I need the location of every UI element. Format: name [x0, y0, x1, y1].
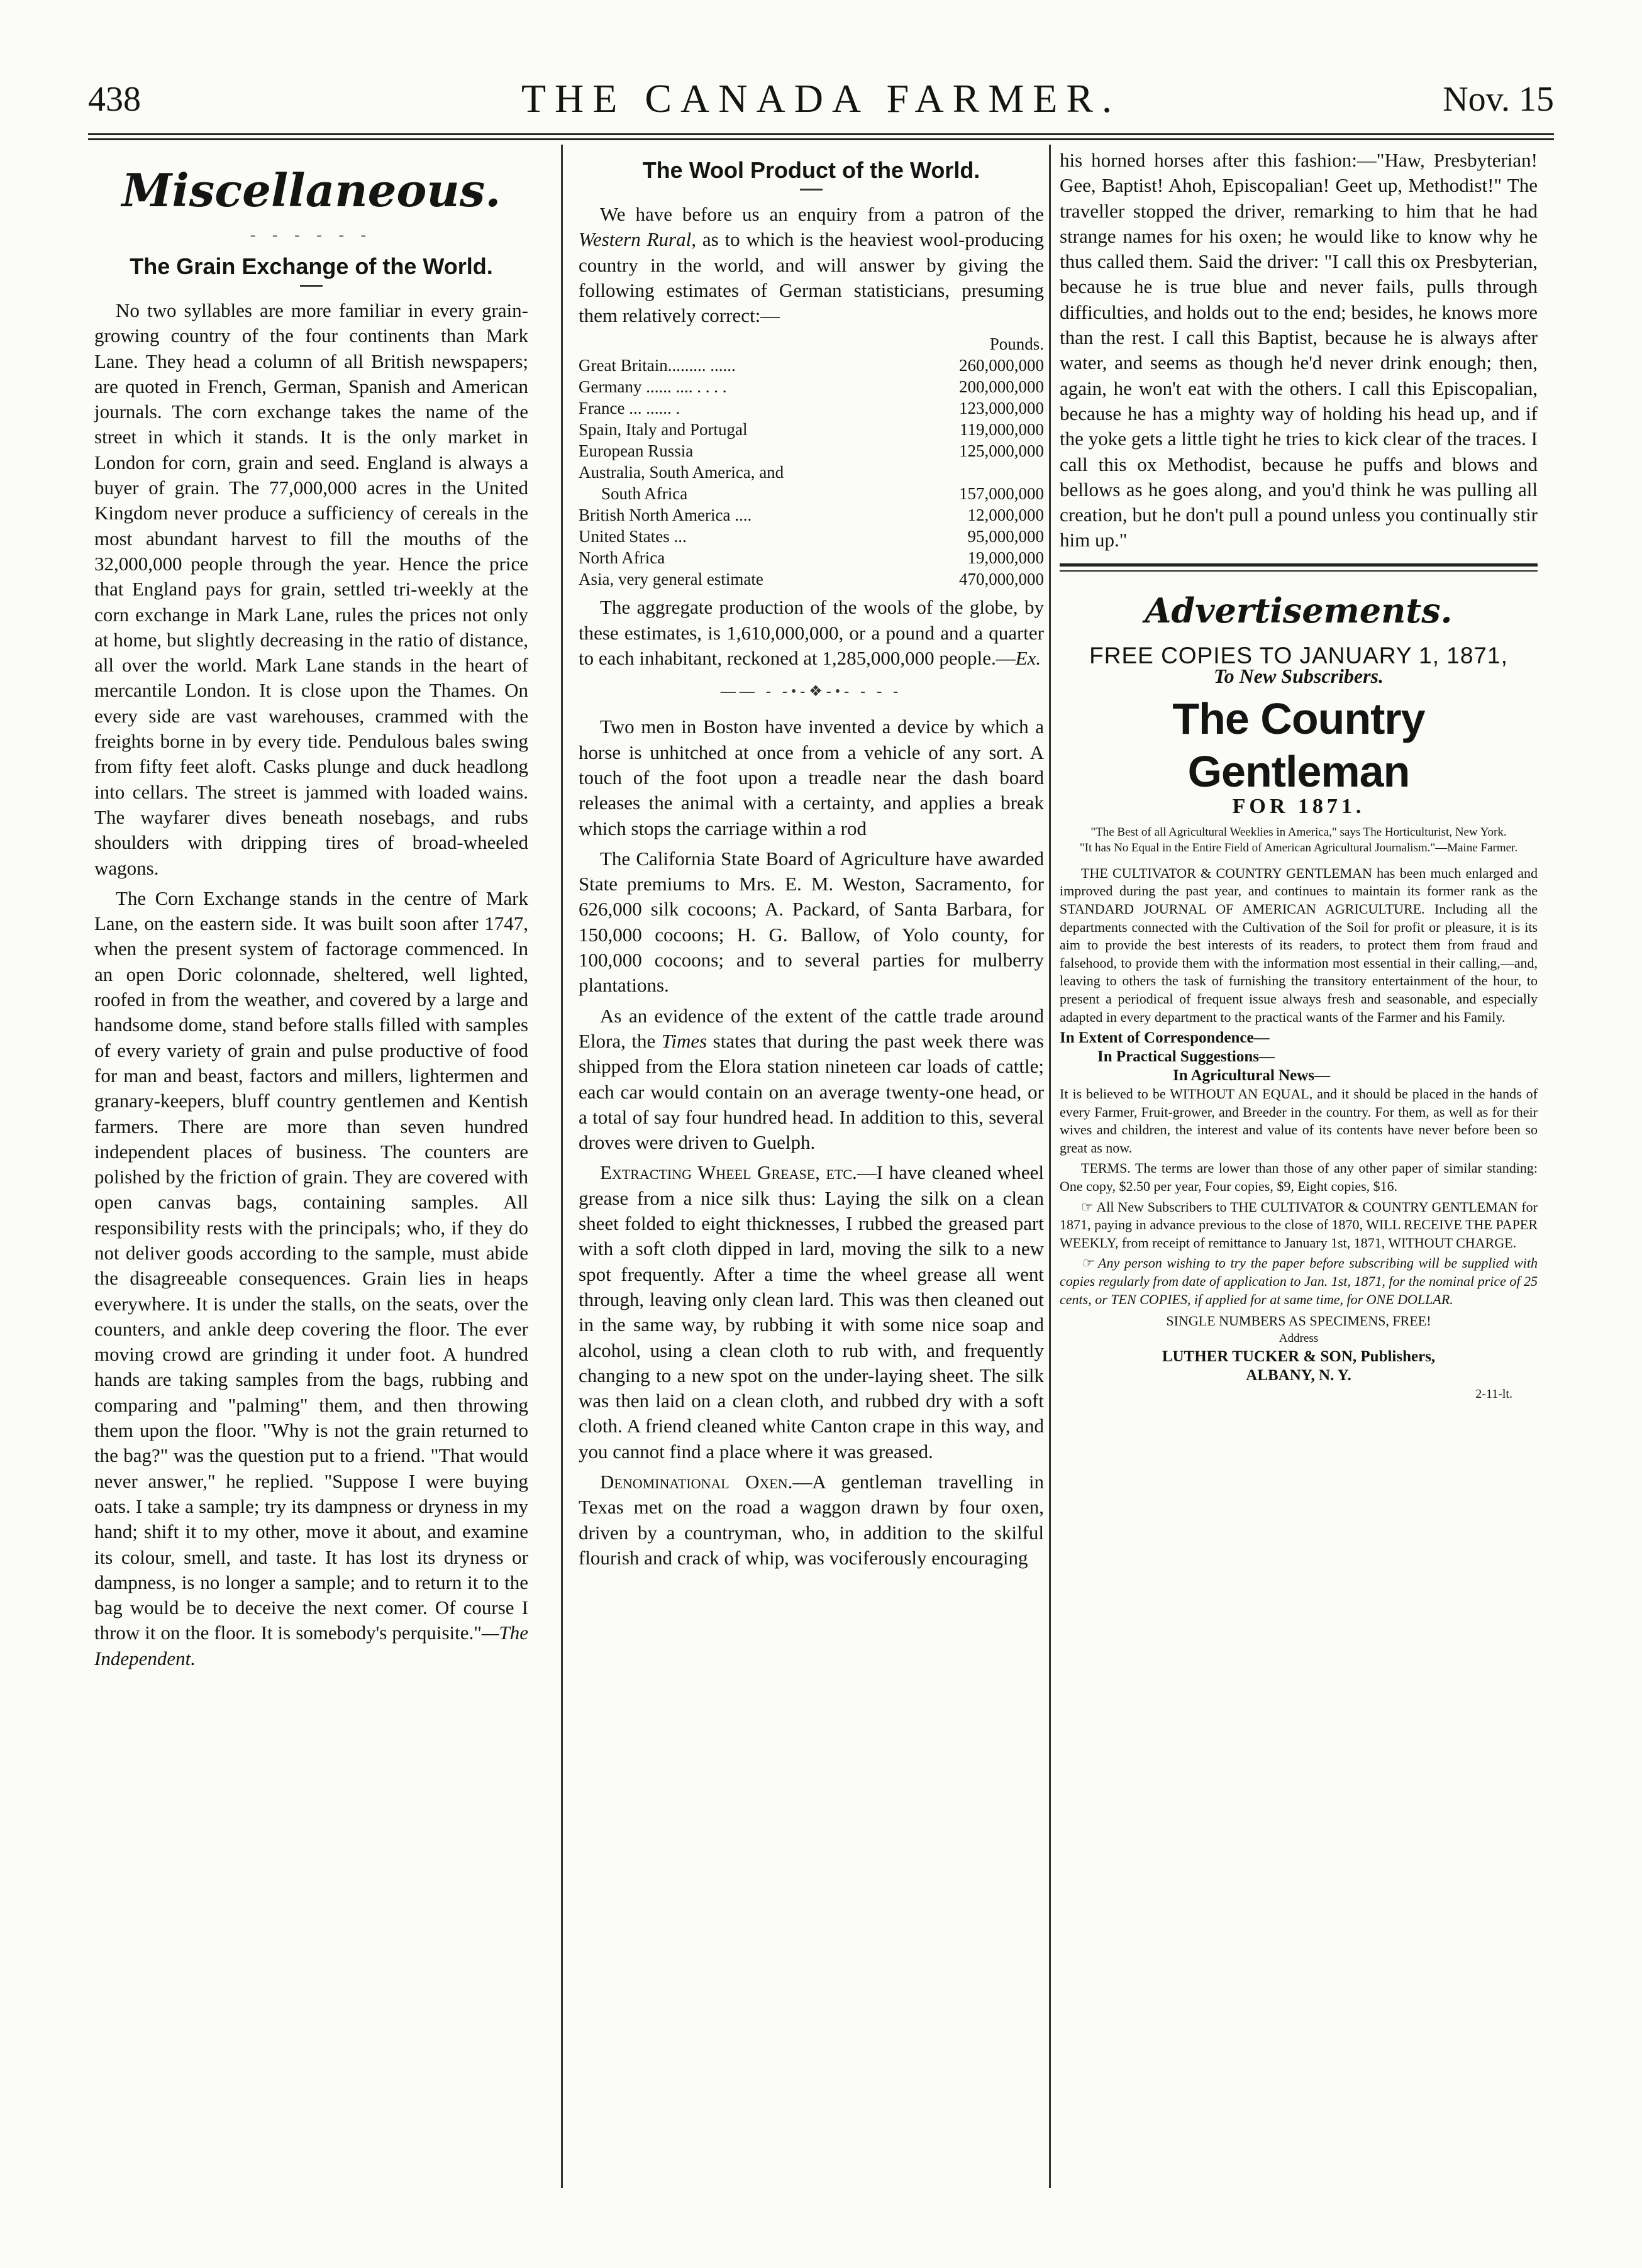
ad-body: THE CULTIVATOR & COUNTRY GENTLEMAN has been much enlarged and improved during the past year, and continues to maintain its former rank as the STANDARD JOURNAL OF AMERICAN AGRICULTURE. Including all the departments connected with the Cultivation of the Soil for profit or pleasure, it is its aim to provide the best interests of its readers, to protect them from fraud and falsehood, to provide them with the information most essential in their calling,—and, leaving to others the task of furnishing the transitory entertainment of the hour, to present a periodical of frequent issue always fresh and seasonable, and especially adapted in every department to the practical wants of the Farmer and his Family.: [1060, 865, 1538, 1025]
article-title-grain-exchange: The Grain Exchange of the World.: [130, 253, 493, 279]
elora-paragraph: [579, 1004, 1044, 1156]
ad-specimens: SINGLE NUMBERS AS SPECIMENS, FREE!: [1166, 1313, 1431, 1329]
masthead-rule-bottom: [88, 138, 1554, 140]
column-1: [94, 157, 528, 1676]
wool-table-unit: Pounds.: [989, 335, 1044, 354]
table-cell-country: France ... ...... .: [579, 399, 680, 418]
ad-publication-name: The Country Gentleman: [1172, 694, 1425, 796]
title-dash: [800, 189, 823, 191]
section-heading-miscellaneous: Miscellaneous.: [121, 163, 501, 217]
ad-subhead-news: In Agricultural News—: [1173, 1067, 1330, 1085]
rule-thick: [1060, 563, 1538, 567]
oxen-paragraph: [579, 1469, 1044, 1571]
wheel-grease-title: Extracting Wheel Grease, etc.: [600, 1161, 857, 1184]
table-cell-pounds: 119,000,000: [960, 420, 1044, 440]
table-cell-country: European Russia: [579, 441, 694, 461]
wool-table-header: [579, 333, 1044, 355]
table-row: [579, 419, 1044, 440]
title-dash: [300, 285, 323, 287]
ad-code: 2-11-lt.: [1475, 1387, 1512, 1402]
ad-terms: TERMS. The terms are lower than those of any other paper of similar standing: One copy, $2.50 per year, Four copies, $9, Eight copies, $16.: [1060, 1160, 1538, 1195]
table-cell-country: Germany ...... .... . . . .: [579, 377, 727, 397]
rule-thin: [1060, 570, 1538, 572]
wool-intro-text-b: as to which is the heaviest wool-producing country in the world, and will answer by giving the following estimates of German statisticians, presuming them relatively correct:—: [579, 228, 1044, 327]
wool-intro-paper: Western Rural,: [579, 228, 696, 251]
ad-address-label: Address: [1279, 1332, 1319, 1346]
grain-exchange-source: —The Independent.: [94, 1622, 528, 1669]
section-divider: - - - - - -: [250, 226, 373, 244]
table-cell-pounds: 125,000,000: [959, 441, 1044, 461]
table-row: [579, 397, 1044, 419]
table-cell-pounds: 123,000,000: [959, 399, 1044, 418]
oxen-title: Denominational Oxen.: [600, 1470, 793, 1493]
table-cell-pounds: 157,000,000: [959, 484, 1044, 504]
table-cell-country: Asia, very general estimate: [579, 570, 763, 589]
table-row: [579, 483, 1044, 504]
elora-text-b: states that during the past week there was shipped from the Elora station nineteen car loads of cattle; each car would contain on an average twenty-one head, or a total of say four hundred head. In addition to this, several droves were driven to Guelph.: [579, 1029, 1044, 1154]
table-cell-country: British North America ....: [579, 506, 752, 525]
table-cell-pounds: 470,000,000: [959, 570, 1044, 589]
table-cell-country: United States ...: [579, 527, 687, 546]
oxen-continuation: his horned horses after this fashion:—"Haw, Presbyterian! Gee, Baptist! Ahoh, Episcopalian! Geet up, Methodist!" The traveller stopped the driver, remarking to him that he had strange names for his oxen; he would like to know why he thus called them. Said the driver: "I call this ox Presbyterian, because he is true blue and never fails, pulls through difficulties, and holds out to the end; besides, he knows more than the rest. I call this Baptist, because he is always after water, and seems as though he'd never drink enough; then, again, he won't eat with the others. I call this Episcopalian, because he has a mighty way of holding his head up, and if the yoke gets a little tight he tries to kick clear of the traces. I call this ox Methodist, because he puffs and blows and bellows as he goes along, and you'd think he was pulling all creation, but he don't pull a pound unless you continually stir him up.": [1060, 149, 1538, 551]
table-cell-country: Spain, Italy and Portugal: [579, 420, 748, 440]
ad-trial-offer: ☞ Any person wishing to try the paper before subscribing will be supplied with copies regularly from date of application to Jan. 1st, 1871, for the nominal price of 25 cents, or TEN COPIES, if applied for at same time, for ONE DOLLAR.: [1060, 1255, 1538, 1307]
table-row: [579, 462, 1044, 483]
table-cell-pounds: 12,000,000: [967, 506, 1044, 525]
ad-body-2: It is believed to be WITHOUT AN EQUAL, and it should be placed in the hands of every Farmer, Fruit-grower, and Breeder in the country. For them, as well as for their wives and children, the interest and value of its contents have never before been so great as now.: [1060, 1086, 1538, 1156]
boston-paragraph: Two men in Boston have invented a device by which a horse is unhitched at once from a vehicle of any sort. A touch of the foot upon a treadle near the dash board releases the animal with a certainty, and applies a break which stops the carriage within a rod: [579, 716, 1044, 839]
table-row: [579, 526, 1044, 547]
ad-quote-1: "The Best of all Agricultural Weeklies in America," says The Horticulturist, New York.: [1090, 825, 1507, 839]
oxen-text: —A gentleman travelling in Texas met on the road a waggon drawn by four oxen, driven by a countryman, who, in addition to the skilful flourish and crack of whip, was vociferously encouraging: [579, 1470, 1044, 1569]
grain-exchange-paragraph-1: No two syllables are more familiar in every grain-growing country of the four continents than Mark Lane. They head a column of all British newspapers; are quoted in French, German, Spanish and American journals. The corn exchange takes the name of the street in which it stands. It is the only market in London for corn, grain and seed. England is always a buyer of grain. The 77,000,000 acres in the United Kingdom never produce a sufficiency of cereals in the most abundant harvest to fill the mouths of the 32,000,000 people through the year. Hence the price that England pays for grain, settled tri-weekly at the corn exchange in Mark Lane, rules the prices not only at home, but slightly decreasing in the ratio of distance, all over the world. Mark Lane stands in the heart of mercantile London. It is close upon the Thames. On every side are vast warehouses, crammed with the freights borne in by every tide. Pendulous bales swing from fifty feet aloft. Casks plunge and duck headlong into cellars. The street is jammed with loaded wains. The wayfarer dives beneath nosebags, and rubs shoulders with dripping tires of broad-wheeled wagons.: [94, 299, 528, 879]
table-cell-pounds: 260,000,000: [959, 356, 1044, 375]
table-row: [579, 440, 1044, 462]
issue-date: Nov. 15: [1443, 80, 1554, 119]
advertisements-heading: Advertisements.: [1145, 590, 1453, 631]
wool-summary: [579, 595, 1044, 671]
ad-publisher: LUTHER TUCKER & SON, Publishers,: [1162, 1348, 1436, 1366]
table-row: [579, 547, 1044, 568]
wool-intro-text-a: We have before us an enquiry from a patron of the: [600, 203, 1044, 225]
column-divider-2: [1049, 145, 1051, 2188]
masthead-rule-top: [88, 133, 1554, 135]
wheel-grease-text: —I have cleaned wheel grease from a nice silk thus: Laying the silk on a clean sheet folded to eight thicknesses, I rubbed the greased part with a soft cloth dipped in lard, moving the silk to a new spot frequently. After a time the wheel grease all went through, leaving only clean lard. This was then cleaned out in the same way, by rubbing it with some nice soap and alcohol, using a clean cloth to rub with, and frequently changing to a new spot on the under-laying sheet. The silk was then laid on a clean cloth, and rubbed dry with a soft cloth. A friend cleaned white Canton crape in this way, and you cannot find a place where it was greased.: [579, 1161, 1044, 1463]
table-cell-country: North Africa: [579, 548, 665, 568]
ad-year: FOR 1871.: [1232, 794, 1365, 818]
newspaper-title: THE CANADA FARMER.: [521, 76, 1121, 121]
page-number: 438: [88, 80, 141, 119]
elora-text-a: As an evidence of the extent of the cattle trade around Elora, the: [579, 1004, 1044, 1052]
ad-new-subscribers-offer: ☞ All New Subscribers to THE CULTIVATOR & COUNTRY GENTLEMAN for 1871, paying in advance previous to the close of 1870, WILL RECEIVE THE PAPER WEEKLY, from receipt of remittance to January 1st, 1871, WITHOUT CHARGE.: [1060, 1198, 1538, 1251]
wool-intro: [579, 202, 1044, 328]
table-cell-pounds: 95,000,000: [967, 527, 1044, 546]
masthead: [88, 75, 1554, 126]
ornament-divider: —— - -•-❖-•- - - -: [720, 683, 902, 700]
wool-summary-source: Ex.: [1015, 647, 1041, 670]
grain-exchange-paragraph-2-text: The Corn Exchange stands in the centre of Mark Lane, on the eastern side. It was built soon after 1747, when the present system of factorage commenced. In an open Doric colonnade, sheltered, well lighted, roofed in from the weather, and covered by a large and handsome dome, stand before stalls filled with samples of every variety of grain and pulse productive of food for man and beast, factors and millers, lightermen and granary-keepers, bluff country gentlemen and Kentish farmers. There are more than seven hundred independent places of business. The counters are polished by the friction of grain. They are covered with open canvas bags, containing samples. All responsibility rests with the principals; who, if they do not deliver goods according to the sample, must abide the disagreeable consequences. Grain lies in heaps everywhere. It is under the stalls, on the seats, over the counters, and ankle deep covering the floor. The ever moving crowd are grinding it under foot. A hundred hands are taking samples from the bags, rubbing and comparing and "palming" them, and then throwing them upon the floor. "Why is not the grain returned to the bag?" was the question put to a friend. "That would never answer," he replied. "Suppose I were buying oats. I take a sample; try its dampness or dryness in my hand; shift it to my other, move it about, and examine its colour, smell, and taste. It has lost its dryness or dampness, is no longer a sample; and to return it to the bag would be to deceive the next comer. Of course I throw it on the floor. It is somebody's perquisite.": [94, 887, 528, 1644]
ad-subhead-suggestions: In Practical Suggestions—: [1097, 1048, 1275, 1066]
table-row: [579, 568, 1044, 590]
table-row: [579, 376, 1044, 397]
country-gentleman-ad: [1060, 642, 1538, 1403]
table-cell-country: Australia, South America, and: [579, 463, 784, 482]
wool-table: [579, 333, 1044, 590]
column-divider-1: [561, 145, 563, 2188]
table-cell-country: Great Britain......... ......: [579, 356, 736, 375]
table-cell-country: South Africa: [601, 484, 688, 504]
ad-quote-2: "It has No Equal in the Entire Field of American Agricultural Journalism."—Maine Farmer.: [1079, 841, 1518, 855]
wool-summary-text: The aggregate production of the wools of the globe, by these estimates, is 1,610,000,000, or a pound and a quarter to each inhabitant, reckoned at 1,285,000,000 people.—: [579, 596, 1044, 670]
wheel-grease-paragraph: [579, 1160, 1044, 1464]
california-paragraph: The California State Board of Agriculture have awarded State premiums to Mrs. E. M. Weston, Sacramento, for 626,000 silk cocoons; A. Packard, of Santa Barbara, for 150,000 cocoons; H. G. Ballow, of Yolo county, for 100,000 cocoons; and to several parties for mulberry plantations.: [579, 847, 1044, 997]
table-cell-pounds: 200,000,000: [959, 377, 1044, 397]
article-title-wool-product: The Wool Product of the World.: [642, 157, 980, 183]
ad-new-subscribers: To New Subscribers.: [1214, 664, 1384, 687]
elora-paper: Times: [661, 1029, 707, 1052]
ad-city: ALBANY, N. Y.: [1246, 1367, 1351, 1385]
table-cell-pounds: 19,000,000: [967, 548, 1044, 568]
grain-exchange-paragraph-2: [94, 886, 528, 1671]
column-2: [579, 157, 1044, 1576]
table-row: [579, 355, 1044, 376]
column-3: [1060, 148, 1538, 1403]
ad-subhead-correspondence: In Extent of Correspondence—: [1060, 1029, 1270, 1047]
table-cell-pounds: [907, 462, 1044, 483]
ad-free-copies: FREE COPIES TO JANUARY 1, 1871,: [1089, 642, 1508, 668]
table-row: [579, 504, 1044, 526]
